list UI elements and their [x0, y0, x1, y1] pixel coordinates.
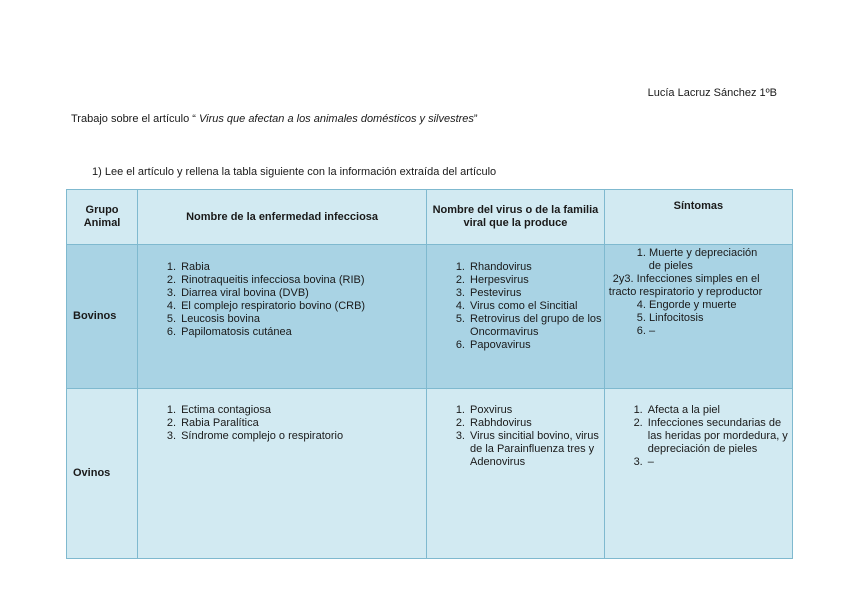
list-item: 1. Rabia [179, 261, 425, 274]
disease-cell [138, 245, 427, 389]
symptom-line: de pieles [648, 260, 693, 272]
document-title [71, 113, 478, 125]
virus-table [66, 189, 793, 559]
list-item: 3. Diarrea viral bovina (DVB) [179, 287, 425, 300]
symptom-line: 5. Linfocitosis [636, 312, 704, 324]
symptom-line: 6. – [636, 325, 656, 337]
header-disease: Nombre de la enfermedad infecciosa [138, 190, 427, 245]
list-item: 3. Síndrome complejo o respiratorio [179, 430, 425, 443]
author-name: Lucía Lacruz Sánchez 1ºB [647, 87, 777, 99]
list-item: 1. Poxvirus [468, 404, 603, 417]
header-virus: Nombre del virus o de la familia viral que la produce [427, 190, 605, 245]
group-cell: Bovinos [67, 245, 138, 389]
group-cell: Ovinos [67, 389, 138, 559]
list-item: 5. Retrovirus del grupo de los Oncormavirus [468, 313, 603, 339]
list-item: 6. Papilomatosis cutánea [179, 326, 425, 339]
list-item: 3. – [646, 456, 791, 469]
virus-cell [427, 389, 605, 559]
list-item: 4. El complejo respiratorio bovino (CRB) [179, 300, 425, 313]
symptoms-cell [604, 389, 792, 559]
symptom-line: 2y3. Infecciones simples en el tracto respiratorio y reproductor [608, 273, 763, 298]
instruction-text: 1) Lee el artículo y rellena la tabla siguiente con la información extraída del artículo [92, 166, 497, 178]
symptom-line: 1. Muerte y depreciación [636, 247, 758, 259]
list-item: 4. Virus como el Sincitial [468, 300, 603, 313]
list-item: 2. Herpesvirus [468, 274, 603, 287]
table-row-ovinos [67, 389, 793, 559]
list-item: 3. Pestevirus [468, 287, 603, 300]
symptoms-cell [604, 245, 792, 389]
list-item: 1. Ectima contagiosa [179, 404, 425, 417]
list-item: 1. Rhandovirus [468, 261, 603, 274]
header-symptoms: Síntomas [604, 190, 792, 245]
list-item: 3. Virus sincitial bovino, virus de la Parainfluenza tres y Adenovirus [468, 430, 603, 469]
symptom-line: 4. Engorde y muerte [636, 299, 737, 311]
disease-cell [138, 389, 427, 559]
table-row-bovinos [67, 245, 793, 389]
virus-cell [427, 245, 605, 389]
list-item: 2. Infecciones secundarias de las heridas por mordedura, y depreciación de pieles [646, 417, 791, 456]
list-item: 5. Leucosis bovina [179, 313, 425, 326]
list-item: 2. Rabia Paralítica [179, 417, 425, 430]
list-item: 2. Rinotraqueitis infecciosa bovina (RIB) [179, 274, 425, 287]
header-group: Grupo Animal [67, 190, 138, 245]
list-item: 1. Afecta a la piel [646, 404, 791, 417]
list-item: 2. Rabhdovirus [468, 417, 603, 430]
article-title: Virus que afectan a los animales domésticos y silvestres [198, 113, 474, 125]
title-prefix: Trabajo sobre el artículo “ [71, 113, 199, 125]
title-suffix: ” [473, 113, 478, 125]
list-item: 6. Papovavirus [468, 339, 603, 352]
